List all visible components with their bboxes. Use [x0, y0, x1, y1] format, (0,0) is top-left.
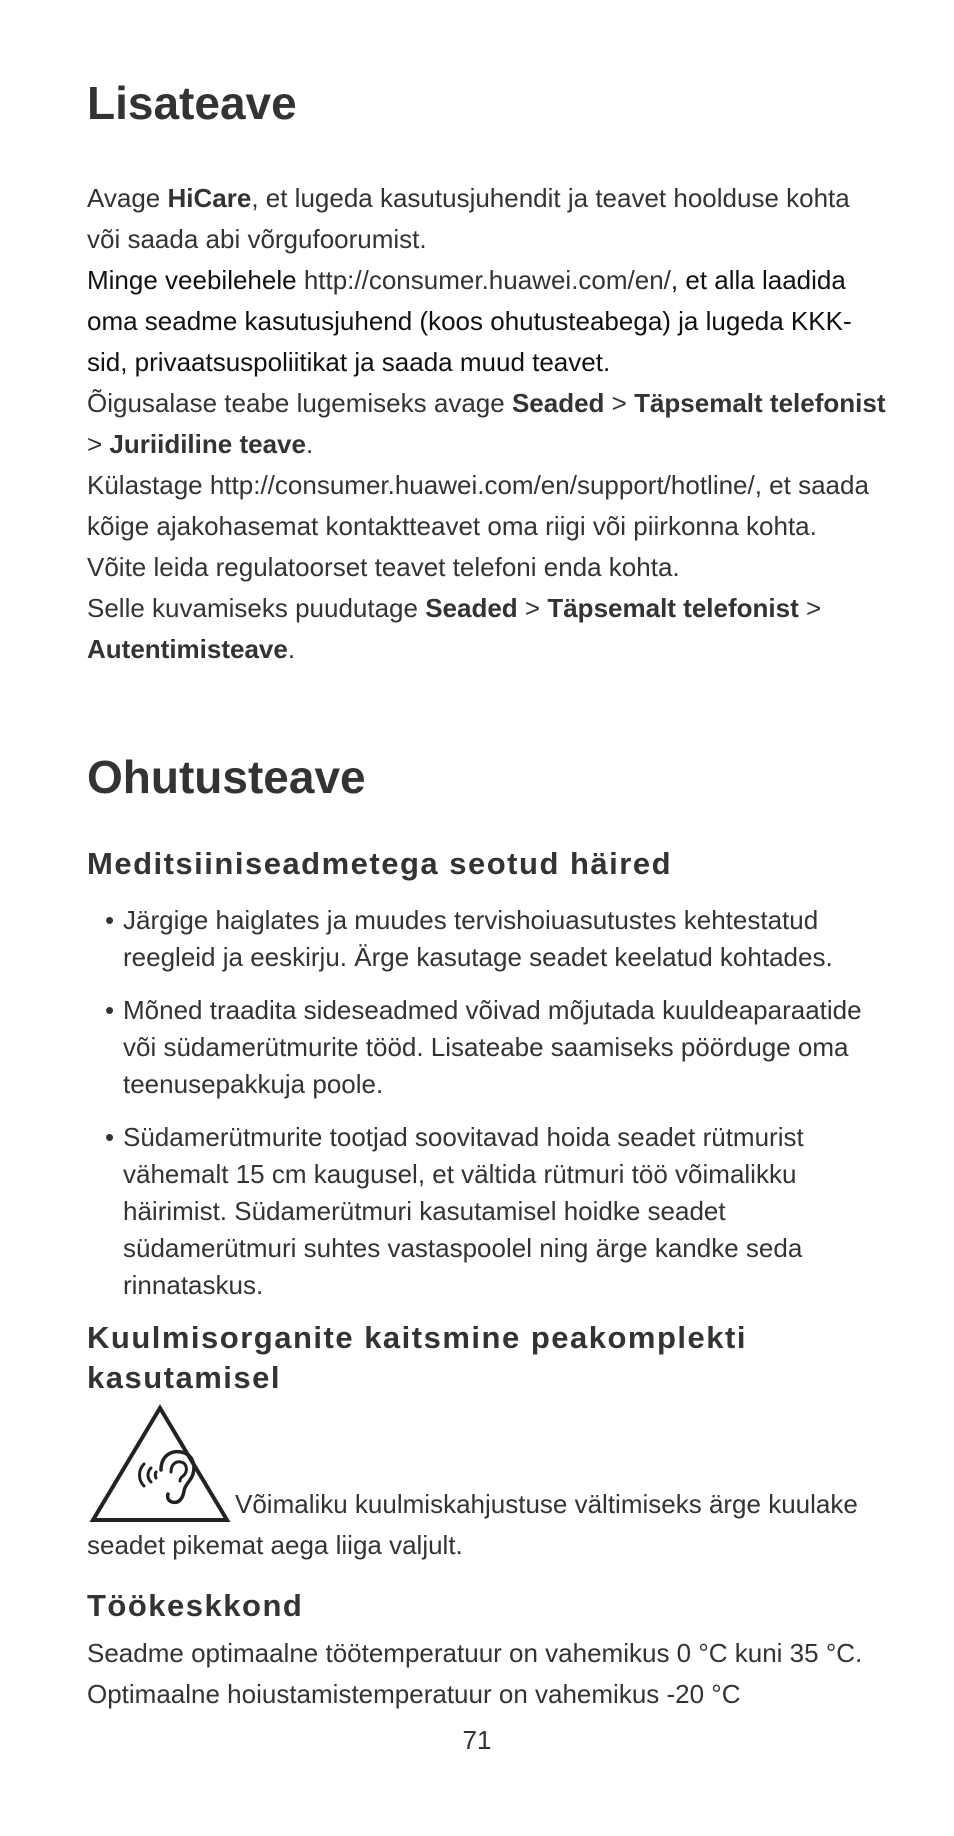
environment-text: Seadme optimaalne töötemperatuur on vahemikus 0 °C kuni 35 °C. Optimaalne hoiustamistemperatuur on vahemikus -20 °C — [87, 1638, 863, 1709]
bullet-text: Järgige haiglates ja muudes tervishoiuasutustes kehtestatud reegleid ja eeskirju. Ärge kasutage seadet keelatud kohtades. — [123, 905, 833, 972]
text: Selle kuvamiseks puudutage — [87, 593, 426, 623]
hicare-label: HiCare — [167, 183, 252, 213]
list-item — [105, 992, 885, 1103]
paragraph-hicare — [87, 178, 887, 260]
text: Avage — [87, 183, 168, 213]
list-item — [105, 1119, 885, 1304]
paragraph-hotline: Külastage http://consumer.huawei.com/en/support/hotline/, et saada kõige ajakohasemat kontaktteavet oma riigi või piirkonna kohta. — [87, 470, 869, 541]
list-item — [105, 902, 885, 976]
paragraph-website — [87, 260, 887, 383]
menu-path-autentimisteave: Autentimisteave — [87, 634, 288, 664]
separator: > — [798, 593, 822, 623]
section-title-ohutusteave: Ohutusteave — [87, 751, 366, 803]
menu-path-seaded: Seaded — [511, 388, 605, 418]
text: Õigusalase teabe lugemiseks avage — [87, 388, 512, 418]
text: . — [305, 429, 314, 459]
menu-path-tapsemalt: Täpsemalt telefonist — [634, 388, 886, 418]
page-number: 71 — [462, 1725, 492, 1755]
heading-environment: Töökeskkond — [87, 1588, 304, 1623]
bullet-icon: • — [105, 1122, 115, 1152]
paragraph-view — [87, 588, 887, 670]
lisateave-body — [87, 178, 887, 670]
bullet-icon: • — [105, 995, 115, 1025]
heading-hearing: Kuulmisorganite kaitsmine peakomplekti kasutamisel — [87, 1320, 747, 1395]
section-title-lisateave: Lisateave — [87, 77, 297, 129]
separator: > — [87, 429, 110, 459]
text: , et alla laadida oma seadme kasutusjuhend (koos ohutusteabega) ja lugeda KKK-sid, privaatsuspoliitikat ja saada muud teavet. — [87, 265, 852, 377]
paragraph-legal — [87, 383, 887, 465]
text: Minge veebilehele — [87, 265, 304, 295]
menu-path-juriidiline: Juriidiline teave — [109, 429, 306, 459]
separator: > — [604, 388, 635, 418]
text: . — [287, 634, 296, 664]
text: , et lugeda kasutusjuhendit ja teavet hoolduse kohta või saada abi võrgufoorumist. — [87, 183, 850, 254]
heading-medical: Meditsiiniseadmetega seotud häired — [87, 846, 673, 881]
medical-bullet-list — [105, 902, 885, 1320]
menu-path-seaded: Seaded — [425, 593, 518, 623]
bullet-icon: • — [105, 905, 115, 935]
paragraph-regulatory: Võite leida regulatoorset teavet telefoni enda kohta. — [87, 552, 680, 582]
hearing-warning-text: Võimaliku kuulmiskahjustuse vältimiseks ärge kuulake seadet pikemat aega liiga valjult. — [87, 1489, 858, 1560]
menu-path-tapsemalt: Täpsemalt telefonist — [547, 593, 799, 623]
bullet-text: Mõned traadita sideseadmed võivad mõjutada kuuldeaparaatide või südamerütmurite tööd. Lisateabe saamiseks pöörduge oma teenusepakkuja poole. — [123, 995, 862, 1099]
bullet-text: Südamerütmurite tootjad soovitavad hoida seadet rütmurist vähemalt 15 cm kaugusel, et vältida rütmuri töö võimalikku häirimist. Südamerütmuri kasutamisel hoidke seadet südamerütmuri suhtes vastaspoolel ning ärge kandke seda rinnataskus. — [123, 1122, 804, 1300]
separator: > — [517, 593, 548, 623]
website-link[interactable]: http://consumer.huawei.com/en/ — [303, 265, 671, 295]
